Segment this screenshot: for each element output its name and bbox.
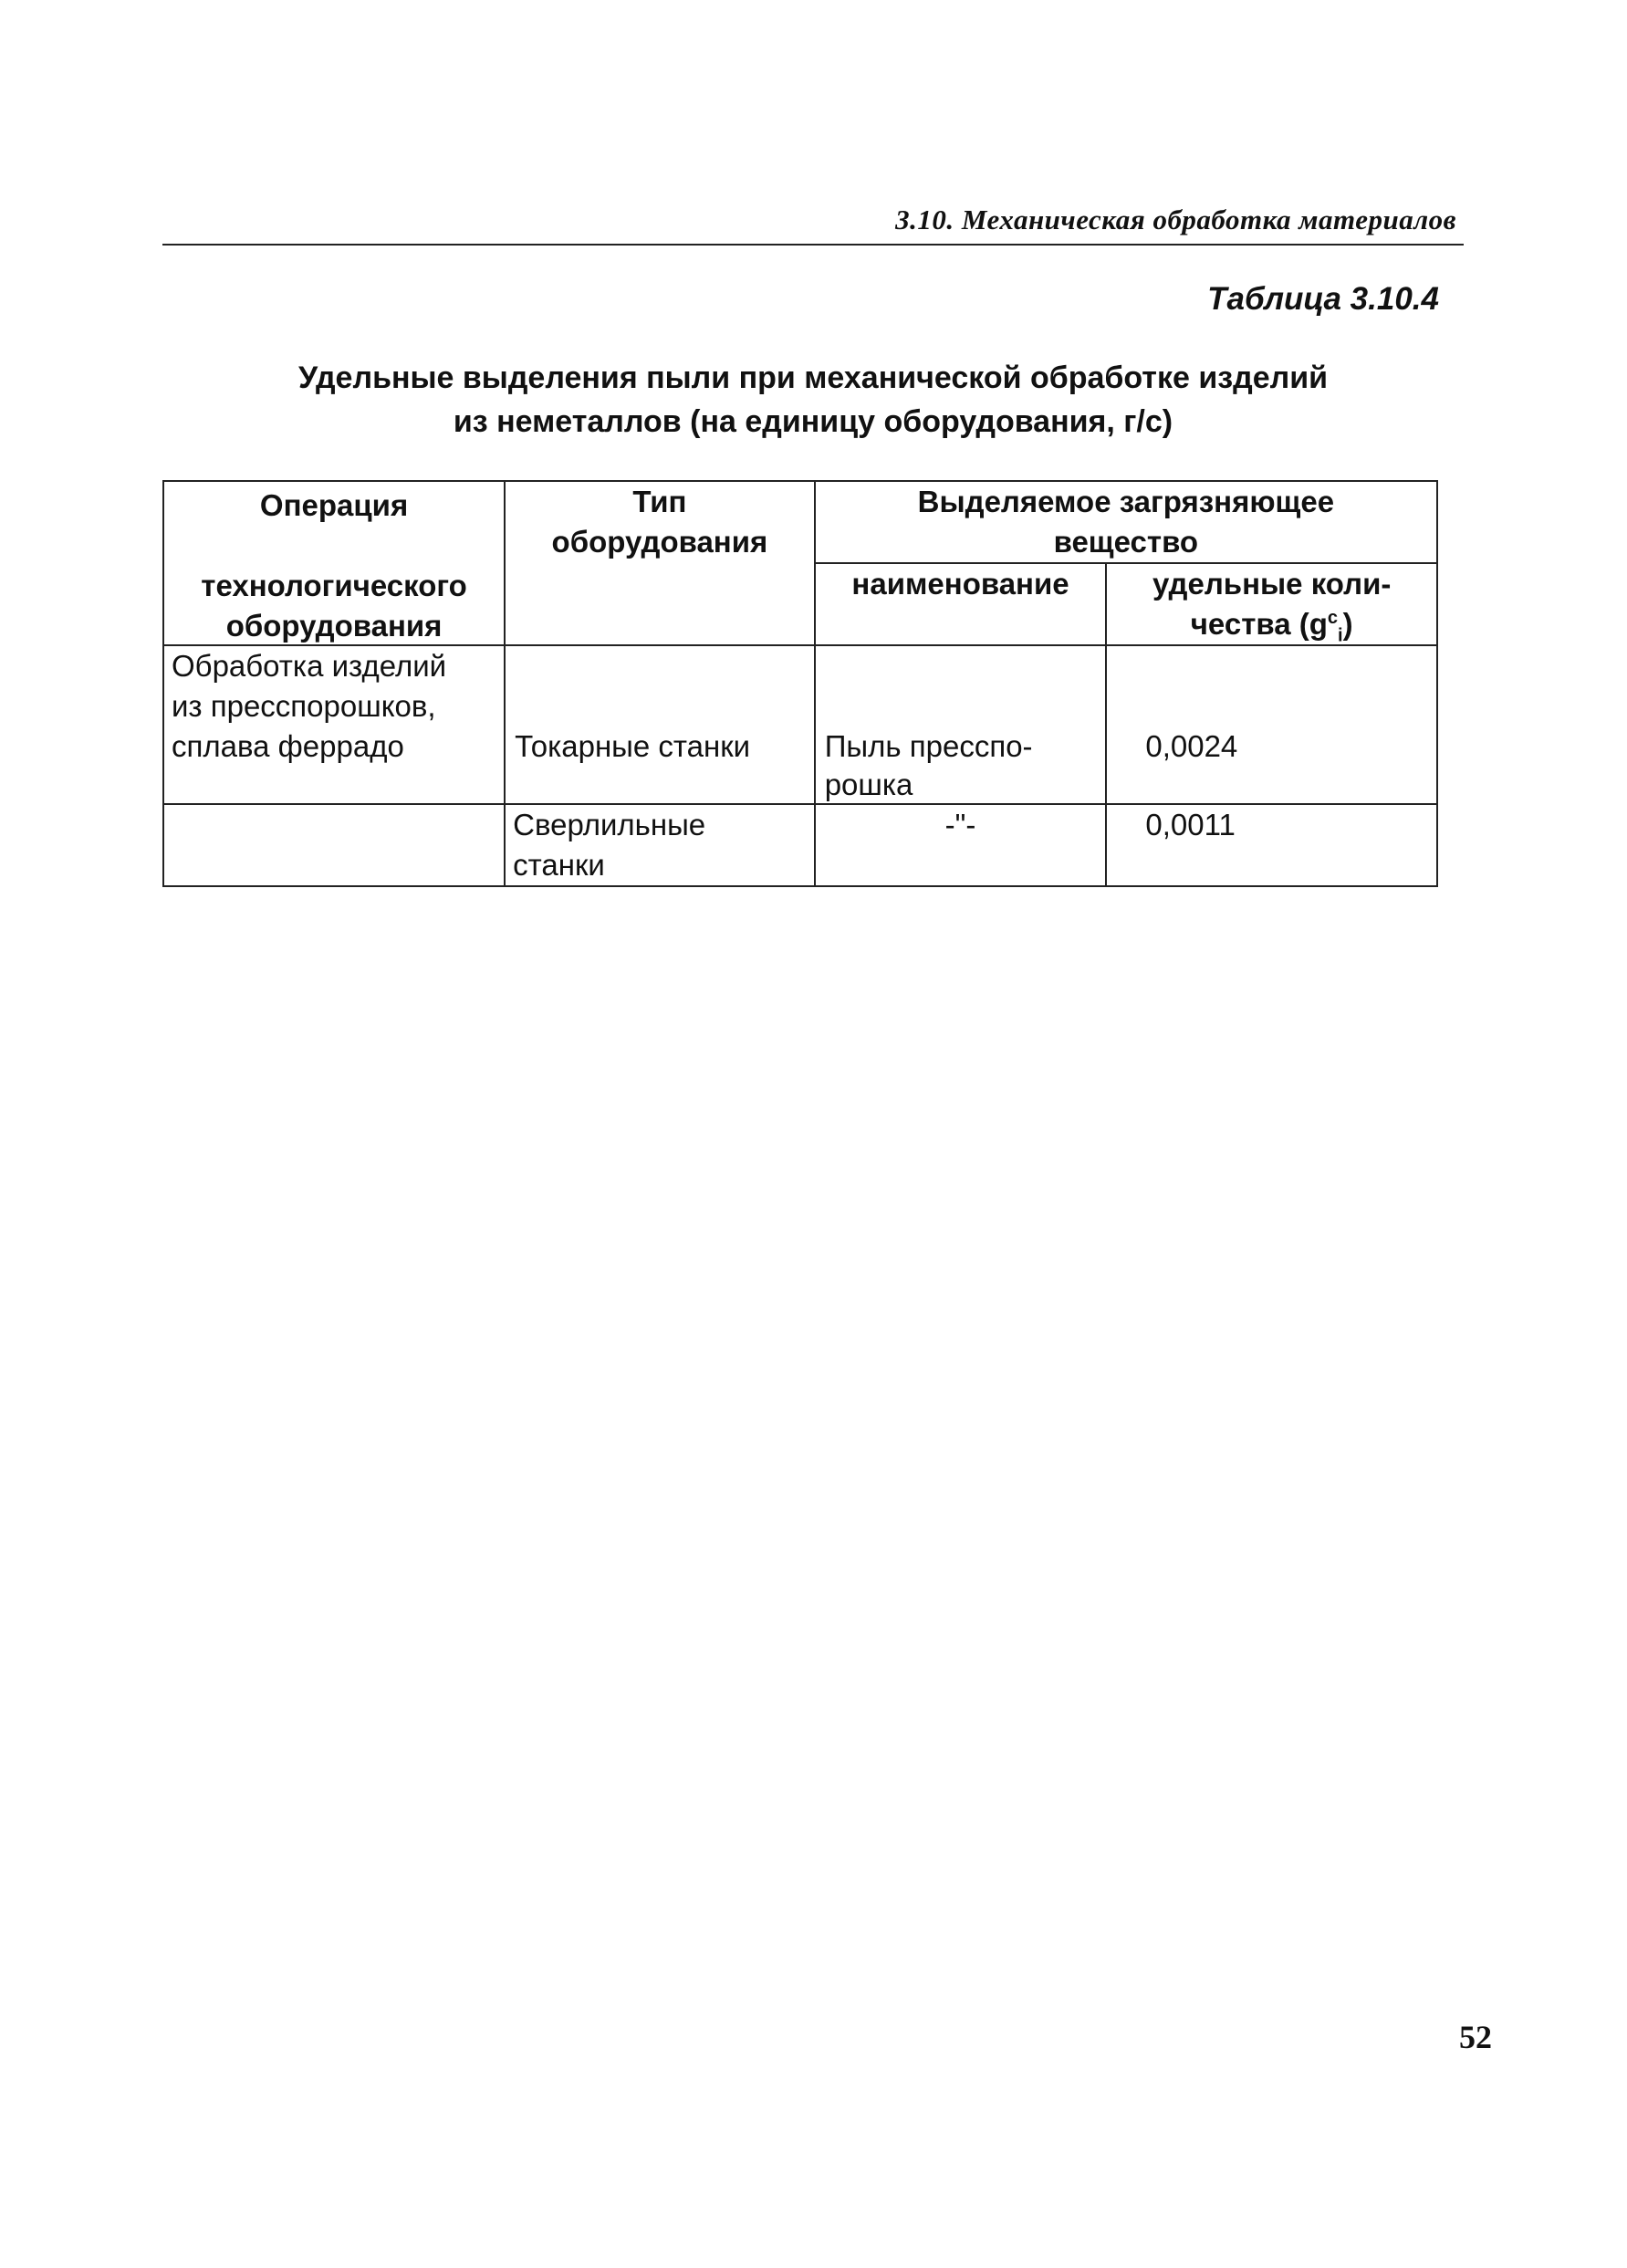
cell-operation-line-3: сплава феррадо: [172, 729, 404, 763]
table-number: Таблица 3.10.4: [1207, 281, 1439, 317]
running-head: [162, 204, 1464, 246]
cell-operation: [163, 804, 505, 886]
table-row: [163, 645, 1437, 804]
header-operation-bottom: [164, 566, 504, 646]
cell-name-line-2: рошка: [824, 768, 913, 801]
cell-name: -"-: [815, 804, 1107, 886]
cell-equipment: [505, 804, 815, 886]
cell-name: [815, 645, 1107, 804]
header-pollutant-group-2: вещество: [1053, 525, 1199, 559]
header-quantity-2-pre: чества (g: [1190, 607, 1328, 641]
cell-equipment: [505, 645, 815, 804]
header-quantity-2: [1114, 604, 1429, 644]
header-equipment-type-1: Тип: [632, 485, 687, 518]
table-header-row: [163, 481, 1437, 563]
cell-operation-line-1: Обработка изделий: [172, 649, 447, 683]
cell-quantity-text: 0,0024: [1145, 729, 1238, 763]
header-equipment-type: [505, 481, 815, 645]
cell-quantity: [1106, 645, 1437, 804]
table-row: [163, 804, 1437, 886]
header-operation-top: Операция: [259, 488, 409, 522]
cell-equipment-line-1: Сверлильные: [513, 808, 706, 841]
header-quantity-2-post: ): [1342, 607, 1353, 641]
header-operation: [163, 481, 505, 645]
page-number: 52: [1459, 2019, 1492, 2055]
header-pollutant-group-1: Выделяемое загрязняющее: [917, 485, 1335, 518]
header-operation-bottom-2: оборудования: [225, 609, 443, 643]
cell-operation-line-2: из пресспорошков,: [172, 689, 436, 723]
header-quantity-sup: c: [1327, 608, 1339, 628]
header-equipment-type-2: оборудования: [551, 525, 768, 559]
cell-quantity: 0,0011: [1106, 804, 1437, 886]
header-name: наименование: [815, 563, 1107, 645]
header-quantity-sub: i: [1338, 625, 1343, 646]
emission-table: [162, 480, 1438, 887]
table-title: [162, 356, 1464, 444]
running-head-text: 3.10. Механическая обработка материалов: [895, 204, 1456, 235]
header-quantity: [1106, 563, 1437, 645]
table-title-line-1: Удельные выделения пыли при механической обработке изделий: [297, 361, 1329, 395]
cell-equipment-line-2: станки: [513, 848, 605, 882]
table-title-line-2: из неметаллов (на единицу оборудования, г/с): [453, 404, 1173, 439]
header-operation-bottom-1: технологического: [201, 569, 467, 602]
header-quantity-1: удельные коли-: [1152, 567, 1392, 601]
cell-name-line-1: Пыль пресспо-: [824, 729, 1033, 763]
header-pollutant-group: [815, 481, 1437, 563]
cell-operation: [163, 645, 505, 804]
cell-equipment-text: Токарные станки: [515, 729, 751, 763]
